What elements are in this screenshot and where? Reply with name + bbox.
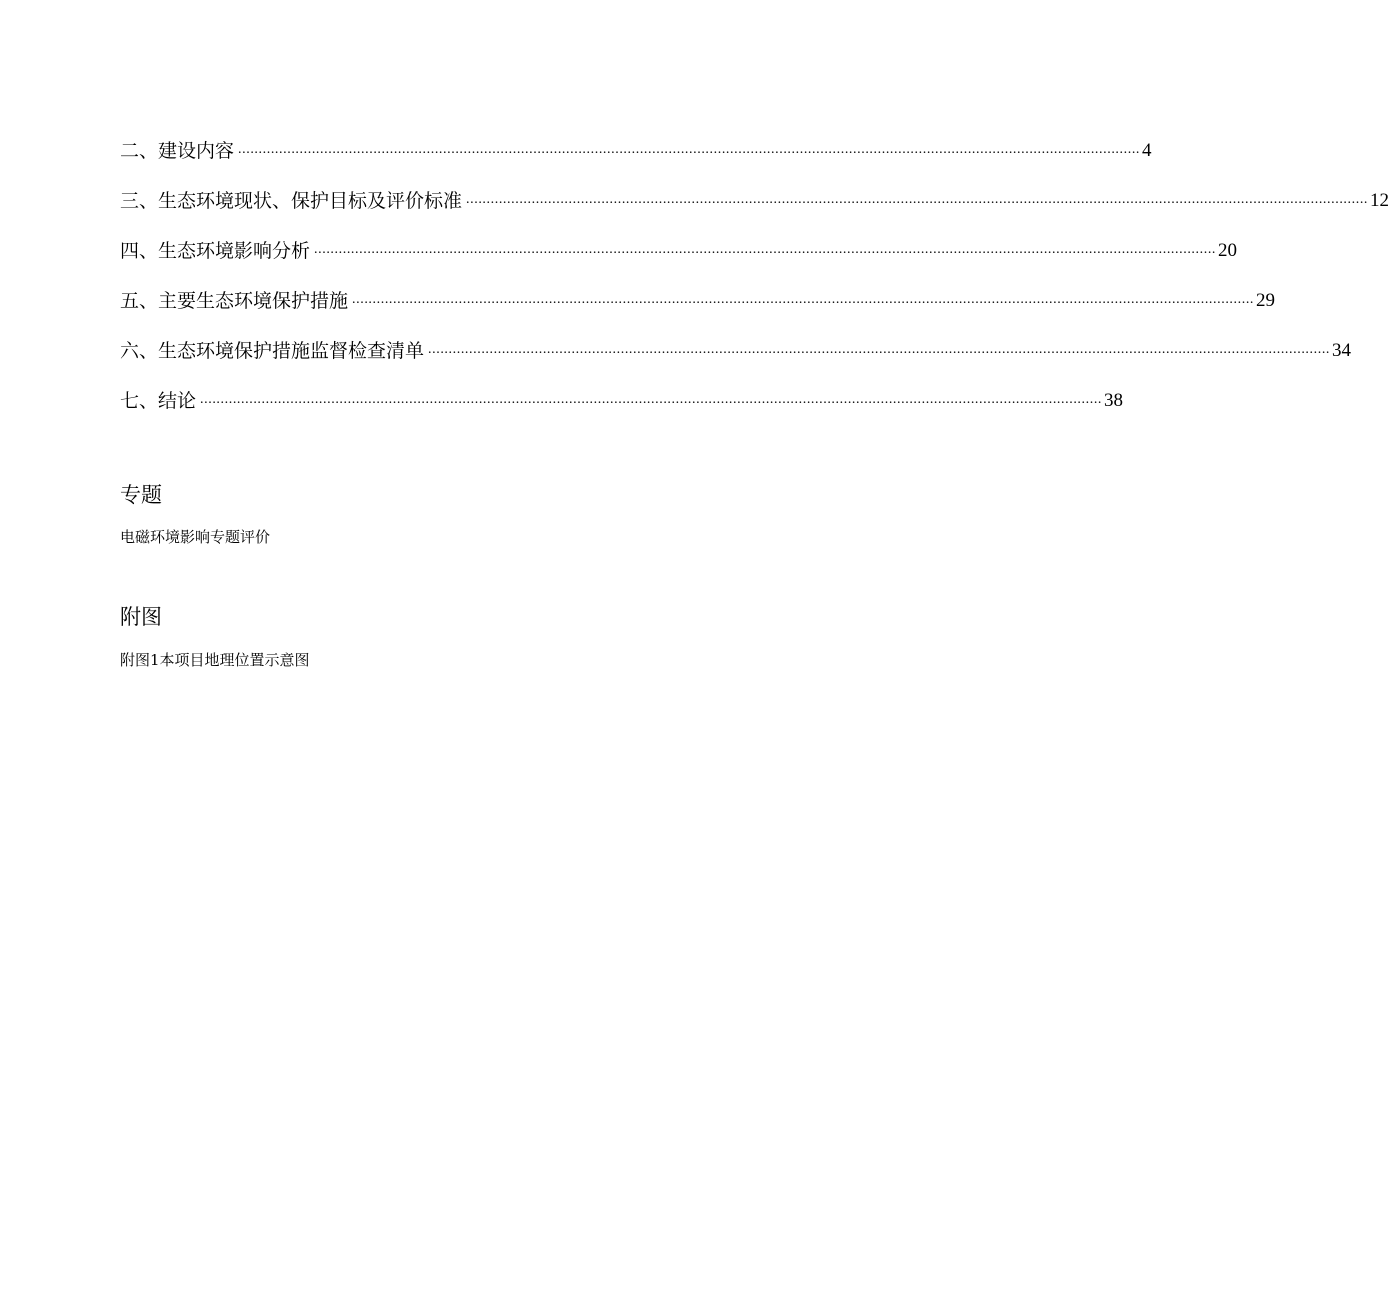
toc-entry-construction[interactable]: [120, 133, 1152, 163]
toc-leader-dots: ............................................................................................................................................................................................................................: [200, 392, 1103, 407]
toc-entry-title: 三、生态环境现状、保护目标及评价标准: [120, 190, 463, 212]
topic-section-heading: 专题: [120, 483, 162, 507]
toc-entry-title: 六、生态环境保护措施监督检查清单: [120, 340, 425, 362]
toc-leader-dots: ............................................................................................................................................................................................................................: [466, 192, 1369, 207]
table-of-contents: [120, 133, 1389, 433]
toc-entry-page: 12: [1370, 190, 1389, 211]
appendix-section-heading: 附图: [120, 605, 162, 629]
toc-entry-page: 38: [1104, 390, 1124, 411]
toc-entry-supervision-checklist[interactable]: [120, 333, 1352, 363]
toc-entry-page: 34: [1332, 340, 1352, 361]
toc-leader-dots: ............................................................................................................................................................................................................................: [428, 342, 1331, 357]
toc-entry-page: 4: [1142, 140, 1152, 161]
toc-entry-environment-status[interactable]: [120, 183, 1389, 213]
toc-entry-page: 20: [1218, 240, 1238, 261]
appendix-item-location-map[interactable]: 附图1本项目地理位置示意图: [120, 651, 310, 669]
toc-entry-conclusion[interactable]: [120, 383, 1124, 413]
toc-entry-title: 七、结论: [120, 390, 197, 412]
toc-entry-page: 29: [1256, 290, 1276, 311]
topic-item-emf-assessment[interactable]: 电磁环境影响专题评价: [120, 528, 271, 546]
toc-leader-dots: ............................................................................................................................................................................................................................: [314, 242, 1217, 257]
toc-leader-dots: ............................................................................................................................................................................................................................: [352, 292, 1255, 307]
toc-entry-title: 四、生态环境影响分析: [120, 240, 311, 262]
toc-leader-dots: ............................................................................................................................................................................................................................: [238, 142, 1141, 157]
toc-entry-impact-analysis[interactable]: [120, 233, 1238, 263]
toc-entry-title: 五、主要生态环境保护措施: [120, 290, 349, 312]
toc-entry-protection-measures[interactable]: [120, 283, 1276, 313]
toc-entry-title: 二、建设内容: [120, 140, 235, 162]
